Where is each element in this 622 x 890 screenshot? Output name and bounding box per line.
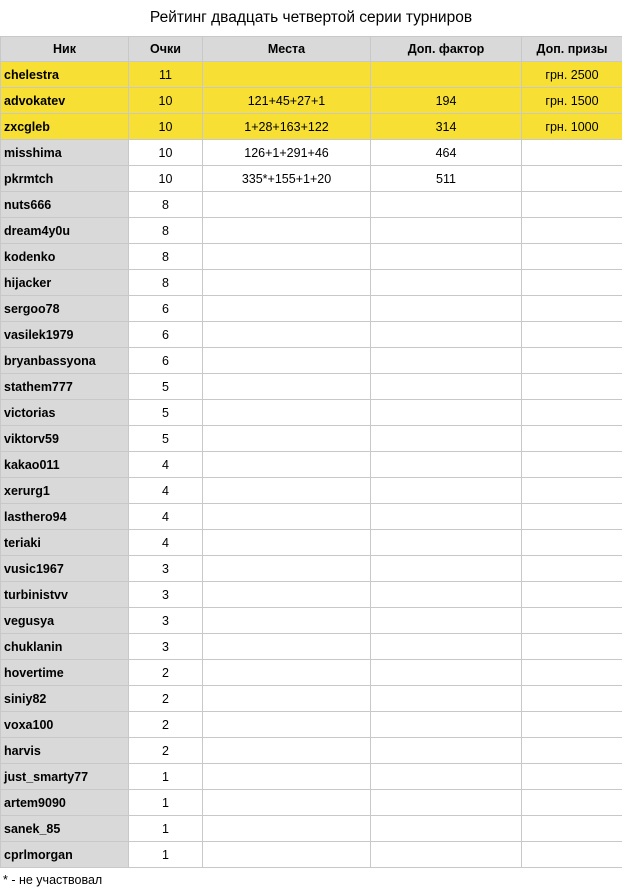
cell-points: 5: [129, 400, 203, 426]
cell-extra-factor: [371, 660, 522, 686]
cell-extra-factor: [371, 608, 522, 634]
cell-extra-factor: [371, 816, 522, 842]
cell-points: 2: [129, 660, 203, 686]
cell-nick: artem9090: [1, 790, 129, 816]
cell-extra-prize: [522, 400, 622, 426]
cell-places: [203, 452, 371, 478]
cell-extra-prize: [522, 660, 622, 686]
cell-extra-factor: [371, 322, 522, 348]
cell-extra-prize: [522, 816, 622, 842]
table-row: [1, 582, 622, 608]
table-row: [1, 114, 622, 140]
cell-extra-factor: [371, 634, 522, 660]
cell-points: 1: [129, 816, 203, 842]
cell-points: 8: [129, 270, 203, 296]
cell-points: 2: [129, 738, 203, 764]
cell-extra-prize: [522, 244, 622, 270]
cell-points: 3: [129, 634, 203, 660]
cell-extra-factor: [371, 244, 522, 270]
cell-nick: cprlmorgan: [1, 842, 129, 868]
cell-nick: turbinistvv: [1, 582, 129, 608]
cell-extra-factor: [371, 842, 522, 868]
table-row: [1, 478, 622, 504]
table-row: [1, 88, 622, 114]
cell-nick: dream4y0u: [1, 218, 129, 244]
cell-extra-prize: [522, 452, 622, 478]
cell-extra-prize: [522, 686, 622, 712]
cell-places: [203, 322, 371, 348]
cell-places: [203, 608, 371, 634]
cell-points: 10: [129, 114, 203, 140]
cell-points: 1: [129, 764, 203, 790]
column-header-points: Очки: [129, 37, 203, 62]
cell-extra-factor: 511: [371, 166, 522, 192]
table-row: [1, 660, 622, 686]
table-row: [1, 790, 622, 816]
table-row: [1, 218, 622, 244]
table-row: [1, 348, 622, 374]
cell-extra-prize: [522, 712, 622, 738]
cell-places: [203, 764, 371, 790]
cell-extra-factor: 314: [371, 114, 522, 140]
table-row: [1, 166, 622, 192]
table-row: [1, 322, 622, 348]
cell-nick: stathem777: [1, 374, 129, 400]
table-row: [1, 504, 622, 530]
cell-nick: vusic1967: [1, 556, 129, 582]
cell-extra-factor: [371, 504, 522, 530]
column-header-extra-factor: Доп. фактор: [371, 37, 522, 62]
cell-extra-prize: грн. 1000: [522, 114, 622, 140]
cell-points: 6: [129, 348, 203, 374]
cell-nick: zxcgleb: [1, 114, 129, 140]
cell-places: [203, 660, 371, 686]
cell-extra-factor: [371, 270, 522, 296]
table-row: [1, 192, 622, 218]
cell-extra-factor: [371, 452, 522, 478]
table-row: [1, 270, 622, 296]
cell-places: [203, 478, 371, 504]
cell-points: 8: [129, 218, 203, 244]
cell-points: 1: [129, 842, 203, 868]
cell-nick: sergoo78: [1, 296, 129, 322]
cell-extra-factor: [371, 556, 522, 582]
table-row: [1, 556, 622, 582]
cell-extra-factor: [371, 790, 522, 816]
cell-places: [203, 504, 371, 530]
table-row: [1, 608, 622, 634]
cell-nick: victorias: [1, 400, 129, 426]
cell-extra-prize: [522, 140, 622, 166]
cell-extra-prize: [522, 738, 622, 764]
cell-places: [203, 218, 371, 244]
rating-table: [0, 36, 622, 868]
column-header-nick: Ник: [1, 37, 129, 62]
cell-nick: teriaki: [1, 530, 129, 556]
cell-extra-factor: [371, 712, 522, 738]
cell-extra-prize: [522, 192, 622, 218]
cell-nick: chuklanin: [1, 634, 129, 660]
cell-extra-prize: [522, 556, 622, 582]
cell-places: [203, 842, 371, 868]
footnote: * - не участвовал: [3, 873, 103, 887]
cell-points: 8: [129, 192, 203, 218]
cell-places: [203, 790, 371, 816]
cell-extra-prize: [522, 478, 622, 504]
cell-extra-factor: [371, 374, 522, 400]
cell-nick: voxa100: [1, 712, 129, 738]
cell-nick: misshima: [1, 140, 129, 166]
cell-places: [203, 426, 371, 452]
cell-points: 3: [129, 608, 203, 634]
cell-places: [203, 374, 371, 400]
cell-nick: kakao011: [1, 452, 129, 478]
cell-points: 10: [129, 166, 203, 192]
cell-extra-factor: [371, 296, 522, 322]
cell-extra-prize: [522, 634, 622, 660]
table-row: [1, 426, 622, 452]
cell-nick: bryanbassyona: [1, 348, 129, 374]
cell-extra-prize: грн. 2500: [522, 62, 622, 88]
cell-extra-factor: 464: [371, 140, 522, 166]
cell-points: 2: [129, 686, 203, 712]
cell-extra-factor: [371, 738, 522, 764]
cell-extra-prize: [522, 270, 622, 296]
cell-extra-prize: грн. 1500: [522, 88, 622, 114]
table-row: [1, 712, 622, 738]
column-header-extra-prizes: Доп. призы: [522, 37, 622, 62]
cell-extra-factor: [371, 764, 522, 790]
cell-extra-prize: [522, 608, 622, 634]
cell-nick: chelestra: [1, 62, 129, 88]
cell-nick: nuts666: [1, 192, 129, 218]
cell-places: [203, 244, 371, 270]
cell-places: 121+45+27+1: [203, 88, 371, 114]
cell-points: 5: [129, 374, 203, 400]
cell-nick: hovertime: [1, 660, 129, 686]
cell-nick: vasilek1979: [1, 322, 129, 348]
cell-extra-factor: [371, 218, 522, 244]
table-row: [1, 634, 622, 660]
cell-places: [203, 270, 371, 296]
cell-extra-factor: [371, 400, 522, 426]
cell-extra-prize: [522, 582, 622, 608]
table-row: [1, 452, 622, 478]
cell-extra-factor: [371, 192, 522, 218]
cell-places: 126+1+291+46: [203, 140, 371, 166]
cell-extra-prize: [522, 504, 622, 530]
cell-points: 4: [129, 452, 203, 478]
cell-nick: sanek_85: [1, 816, 129, 842]
cell-extra-prize: [522, 530, 622, 556]
page-title: Рейтинг двадцать четвертой серии турниров: [149, 9, 473, 26]
cell-places: [203, 296, 371, 322]
cell-nick: pkrmtch: [1, 166, 129, 192]
table-row: [1, 738, 622, 764]
table-header-row: [1, 37, 622, 62]
cell-places: [203, 738, 371, 764]
cell-extra-prize: [522, 790, 622, 816]
cell-extra-factor: [371, 62, 522, 88]
cell-extra-factor: [371, 426, 522, 452]
cell-places: [203, 634, 371, 660]
cell-points: 10: [129, 88, 203, 114]
cell-nick: hijacker: [1, 270, 129, 296]
cell-points: 6: [129, 322, 203, 348]
table-row: [1, 374, 622, 400]
cell-places: [203, 400, 371, 426]
cell-places: [203, 348, 371, 374]
cell-places: [203, 816, 371, 842]
cell-extra-prize: [522, 842, 622, 868]
cell-nick: just_smarty77: [1, 764, 129, 790]
table-row: [1, 400, 622, 426]
cell-nick: siniy82: [1, 686, 129, 712]
cell-places: 335*+155+1+20: [203, 166, 371, 192]
table-row: [1, 842, 622, 868]
cell-places: [203, 582, 371, 608]
cell-extra-prize: [522, 218, 622, 244]
cell-extra-prize: [522, 166, 622, 192]
cell-points: 4: [129, 504, 203, 530]
cell-extra-factor: [371, 530, 522, 556]
cell-points: 3: [129, 582, 203, 608]
cell-points: 4: [129, 478, 203, 504]
cell-nick: kodenko: [1, 244, 129, 270]
column-header-places: Места: [203, 37, 371, 62]
cell-extra-factor: [371, 686, 522, 712]
cell-points: 5: [129, 426, 203, 452]
cell-extra-factor: [371, 478, 522, 504]
cell-points: 6: [129, 296, 203, 322]
cell-points: 8: [129, 244, 203, 270]
cell-places: [203, 556, 371, 582]
cell-nick: xerurg1: [1, 478, 129, 504]
table-row: [1, 244, 622, 270]
cell-places: [203, 530, 371, 556]
cell-points: 11: [129, 62, 203, 88]
cell-extra-factor: [371, 348, 522, 374]
table-row: [1, 816, 622, 842]
cell-places: 1+28+163+122: [203, 114, 371, 140]
table-row: [1, 530, 622, 556]
cell-extra-prize: [522, 322, 622, 348]
cell-extra-prize: [522, 296, 622, 322]
cell-nick: advokatev: [1, 88, 129, 114]
table-row: [1, 296, 622, 322]
cell-nick: viktorv59: [1, 426, 129, 452]
cell-extra-prize: [522, 348, 622, 374]
cell-extra-prize: [522, 764, 622, 790]
table-row: [1, 686, 622, 712]
cell-points: 1: [129, 790, 203, 816]
cell-extra-prize: [522, 426, 622, 452]
cell-extra-factor: [371, 582, 522, 608]
cell-places: [203, 192, 371, 218]
cell-nick: harvis: [1, 738, 129, 764]
table-body: [1, 62, 622, 868]
cell-nick: lasthero94: [1, 504, 129, 530]
cell-points: 4: [129, 530, 203, 556]
cell-points: 2: [129, 712, 203, 738]
table-row: [1, 62, 622, 88]
cell-points: 10: [129, 140, 203, 166]
cell-points: 3: [129, 556, 203, 582]
cell-places: [203, 686, 371, 712]
cell-extra-factor: 194: [371, 88, 522, 114]
table-row: [1, 764, 622, 790]
cell-places: [203, 712, 371, 738]
cell-places: [203, 62, 371, 88]
cell-extra-prize: [522, 374, 622, 400]
table-row: [1, 140, 622, 166]
cell-nick: vegusya: [1, 608, 129, 634]
